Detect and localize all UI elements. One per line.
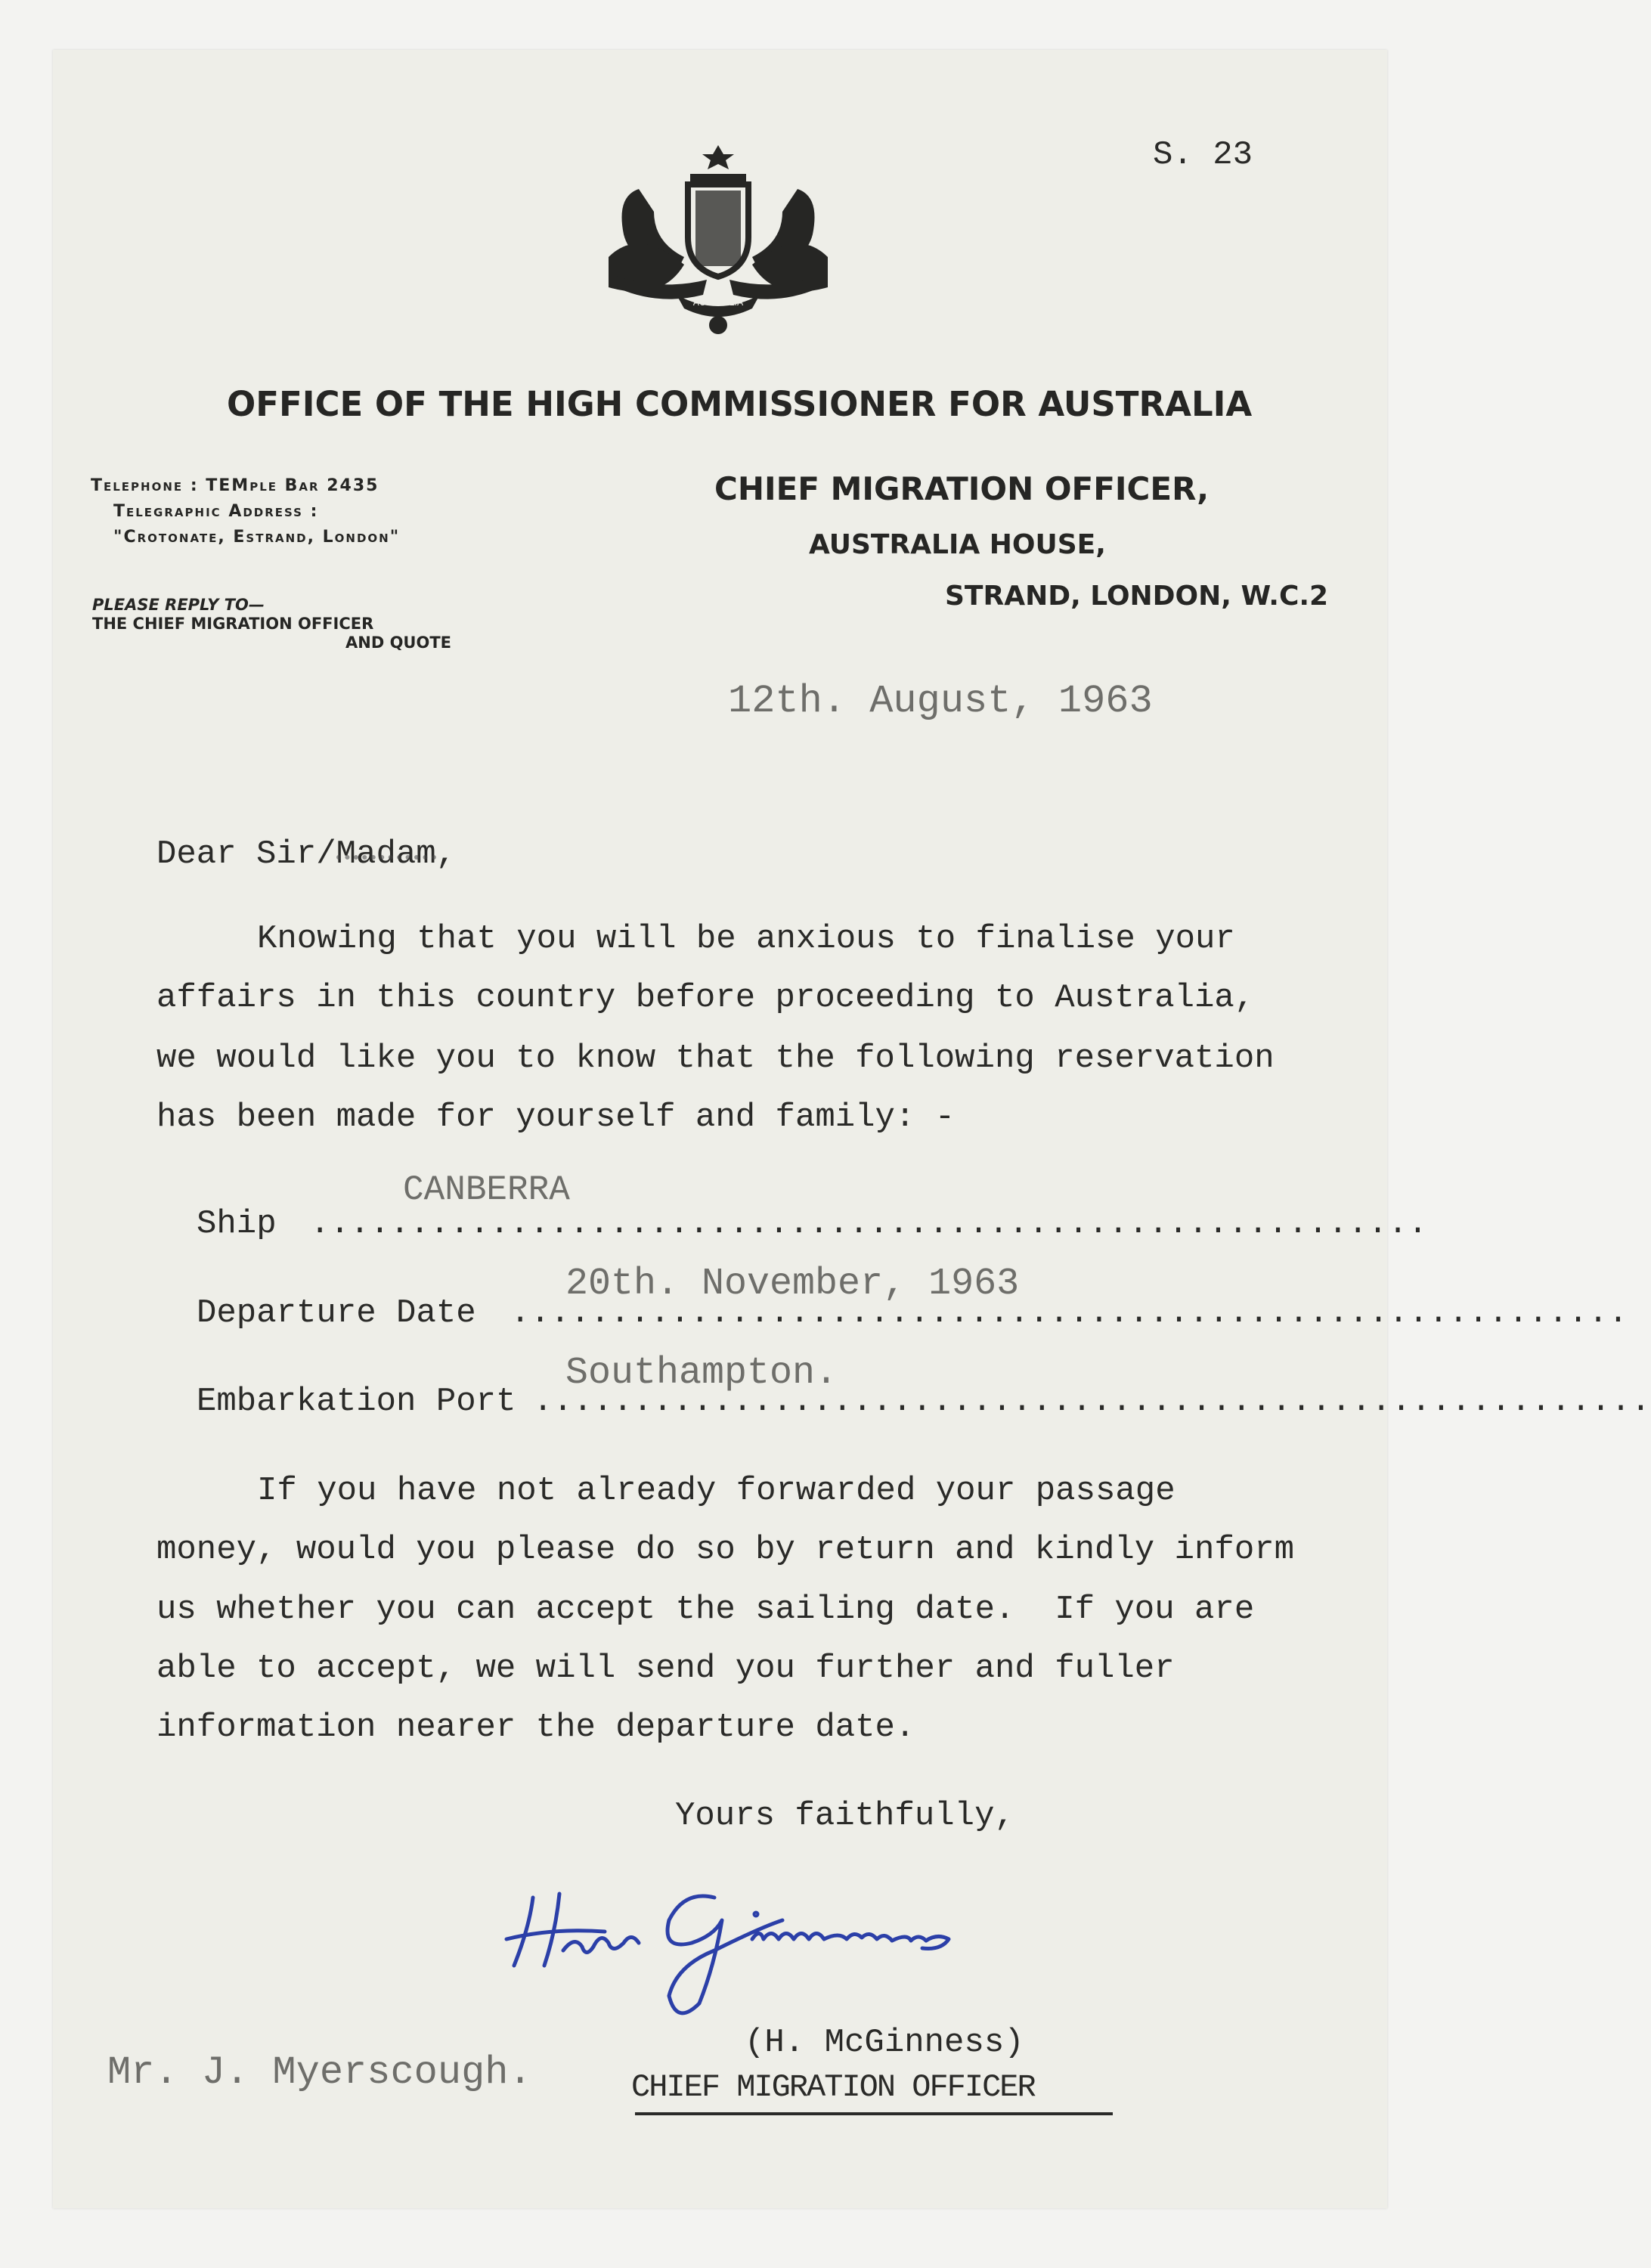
paragraph1-line: affairs in this country before proceeding to Australia, bbox=[156, 979, 1255, 1017]
paragraph2-line: information nearer the departure date. bbox=[156, 1709, 915, 1746]
svg-text:AUSTRALIA: AUSTRALIA bbox=[692, 297, 744, 308]
departure-dotted-line: ........................................................ bbox=[510, 1294, 1628, 1332]
telegraphic-label: Telegraphic Address : bbox=[113, 502, 319, 521]
departure-label: Departure Date bbox=[197, 1294, 476, 1332]
letter-date: 12th. August, 1963 bbox=[728, 679, 1153, 723]
struck-word: Madam bbox=[336, 835, 436, 873]
port-label: Embarkation Port bbox=[197, 1383, 516, 1421]
salutation-comma: , bbox=[435, 835, 457, 873]
reference-number: S. 23 bbox=[1153, 136, 1253, 174]
telegraphic-address: "Crotonate, Estrand, London" bbox=[113, 528, 401, 547]
paragraph2-line: able to accept, we will send you further and fuller bbox=[156, 1650, 1175, 1687]
ship-dotted-line: ........................................................ bbox=[310, 1205, 1428, 1243]
ship-value: CANBERRA bbox=[403, 1170, 570, 1210]
reply-quote: AND QUOTE bbox=[345, 634, 451, 652]
title-underline bbox=[635, 2112, 1113, 2115]
salutation-text: Dear Sir/ bbox=[156, 835, 336, 873]
paragraph2-line: us whether you can accept the sailing date. If you are bbox=[156, 1591, 1255, 1628]
paragraph1-line: we would like you to know that the following reservation bbox=[156, 1040, 1275, 1077]
paragraph1-line: has been made for yourself and family: - bbox=[156, 1098, 956, 1136]
telephone-line: Telephone : TEMple Bar 2435 bbox=[91, 476, 379, 495]
reply-officer: THE CHIEF MIGRATION OFFICER bbox=[92, 615, 374, 633]
departure-value: 20th. November, 1963 bbox=[565, 1263, 1020, 1306]
signatory-name: (H. McGinness) bbox=[745, 2024, 1024, 2062]
address-title: CHIEF MIGRATION OFFICER, bbox=[714, 470, 1210, 507]
signature-icon bbox=[503, 1867, 1100, 2019]
salutation bbox=[156, 835, 456, 873]
paragraph2-line: If you have not already forwarded your passage bbox=[257, 1472, 1176, 1510]
paragraph2-line: money, would you please do so by return and kindly inform bbox=[156, 1531, 1295, 1569]
address-line-2: STRAND, LONDON, W.C.2 bbox=[945, 581, 1329, 612]
signatory-title: CHIEF MIGRATION OFFICER bbox=[631, 2069, 1035, 2105]
port-value: Southampton. bbox=[565, 1352, 838, 1395]
coat-of-arms-icon bbox=[593, 144, 843, 336]
closing: Yours faithfully, bbox=[675, 1797, 1014, 1835]
paragraph1-line: Knowing that you will be anxious to finalise your bbox=[257, 920, 1235, 958]
port-dotted-line: ........................................................ bbox=[533, 1383, 1651, 1421]
address-line-1: AUSTRALIA HOUSE, bbox=[809, 529, 1106, 560]
recipient-name: Mr. J. Myerscough. bbox=[107, 2050, 532, 2095]
ship-label: Ship bbox=[197, 1205, 277, 1243]
office-heading: OFFICE OF THE HIGH COMMISSIONER FOR AUSTRALIA bbox=[227, 384, 1253, 424]
reply-to: PLEASE REPLY TO— bbox=[92, 596, 265, 614]
